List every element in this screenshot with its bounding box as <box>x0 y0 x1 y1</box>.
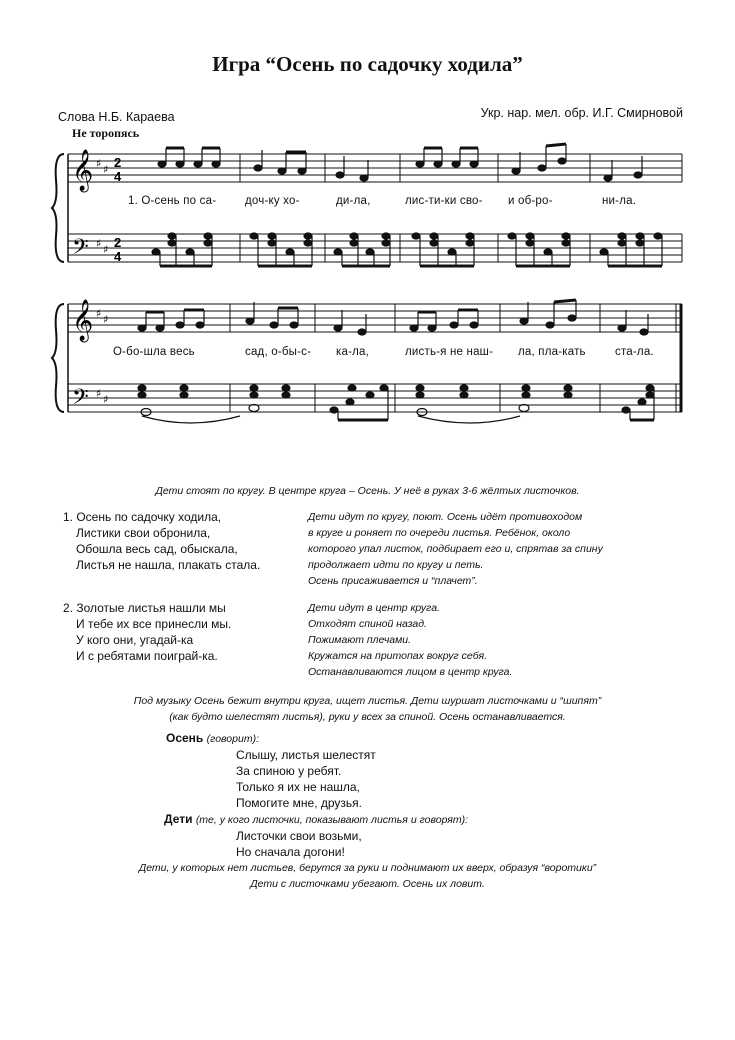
music-credit: Укр. нар. мел. обр. И.Г. Смирновой <box>480 106 683 120</box>
children-line: Листочки свои возьми, <box>236 829 362 843</box>
svg-text:𝄞: 𝄞 <box>72 300 94 341</box>
verse-2 <box>63 600 231 664</box>
score-system-1 <box>50 140 690 280</box>
lyric-2-6: ста-ла. <box>615 346 654 358</box>
lyric-1-4: лис-ти-ки сво- <box>405 195 483 207</box>
verse-2-line: И с ребятами поиграй-ка. <box>76 649 218 663</box>
action-line: Пожимают плечами. <box>308 634 412 646</box>
verse-1-line: Листики свои обронила, <box>76 526 211 540</box>
verse-2-line: 2. Золотые листья нашли мы <box>63 601 226 615</box>
ending-line: Дети, у которых нет листьев, берутся за руки и поднимают их вверх, образуя “воротики” <box>138 862 597 874</box>
children-note: (те, у кого листочки, показывают листья и говорят): <box>195 814 469 826</box>
action-line: Осень присаживается и “плачет”. <box>308 575 478 587</box>
autumn-line: Только я их не нашла, <box>236 780 360 794</box>
lyric-2-4: листь-я не наш- <box>405 346 494 358</box>
lyric-2-3: ка-ла, <box>336 346 370 358</box>
lyric-2-5: ла, пла-кать <box>518 346 586 358</box>
verse-2-actions <box>308 600 512 680</box>
autumn-line: Слышу, листья шелестят <box>236 748 376 762</box>
autumn-lines <box>236 747 376 811</box>
svg-text:♯: ♯ <box>103 163 109 176</box>
score-system-2 <box>50 290 690 430</box>
lyric-2-2: сад, о-бы-с- <box>245 346 312 358</box>
verse-1-line: 1. Осень по садочку ходила, <box>63 510 222 524</box>
verse-1 <box>63 509 260 573</box>
action-line: Кружатся на притопах вокруг себя. <box>308 650 488 662</box>
middle-instruction <box>0 693 735 725</box>
middle-line: Под музыку Осень бежит внутри круга, ищет листья. Дети шуршат листочками и “шипят” <box>133 695 602 707</box>
svg-text:𝄞: 𝄞 <box>72 150 94 191</box>
autumn-speaker <box>166 730 259 747</box>
svg-text:♯: ♯ <box>96 237 102 250</box>
action-line: продолжает идти по кругу и петь. <box>308 559 484 571</box>
action-line: Дети идут по кругу, поют. Осень идёт противоходом <box>308 511 583 523</box>
svg-text:♯: ♯ <box>103 243 109 256</box>
lyric-1-3: ди-ла, <box>336 195 371 207</box>
lyric-2-1: О-бо-шла весь <box>113 346 195 358</box>
action-line: Отходят спиной назад. <box>308 618 427 630</box>
svg-text:♯: ♯ <box>103 393 109 406</box>
svg-text:2: 2 <box>114 235 122 250</box>
action-line: Дети идут в центр круга. <box>308 602 440 614</box>
lyric-1-1: 1. О-сень по са- <box>128 195 217 207</box>
verse-2-line: У кого они, угадай-ка <box>76 633 194 647</box>
children-lines <box>236 828 362 860</box>
autumn-note: (говорит): <box>206 733 259 745</box>
svg-text:𝄢: 𝄢 <box>72 385 89 415</box>
autumn-line: Помогите мне, друзья. <box>236 796 363 810</box>
lyric-1-2: доч-ку хо- <box>245 195 300 207</box>
svg-text:2: 2 <box>114 155 122 170</box>
ending-instruction <box>0 860 735 892</box>
svg-text:4: 4 <box>114 169 122 184</box>
ending-line: Дети с листочками убегают. Осень их ловит. <box>250 878 485 890</box>
svg-text:♯: ♯ <box>96 387 102 400</box>
action-line: которого упал листок, подбирает его и, спрятав за спину <box>308 543 603 555</box>
page-title: Игра “Осень по садочку ходила” <box>212 52 523 76</box>
svg-text:♯: ♯ <box>96 307 102 320</box>
lyric-1-6: ни-ла. <box>602 195 637 207</box>
middle-line: (как будто шелестят листья), руки у всех за спиной. Осень останавливается. <box>169 711 566 723</box>
children-line: Но сначала догони! <box>236 845 345 859</box>
verse-2-line: И тебе их все принесли мы. <box>76 617 232 631</box>
lyric-1-5: и об-ро- <box>508 195 553 207</box>
svg-text:𝄢: 𝄢 <box>72 235 89 265</box>
action-line: Останавливаются лицом в центр круга. <box>308 666 513 678</box>
verse-1-line: Листья не нашла, плакать стала. <box>76 558 261 572</box>
svg-text:4: 4 <box>114 249 122 264</box>
children-name: Дети <box>164 812 193 826</box>
verse-1-actions <box>308 509 603 589</box>
intro-text: Дети стоят по кругу. В центре круга – Осень. У неё в руках 3-6 жёлтых листочков. <box>155 485 580 497</box>
svg-text:♯: ♯ <box>96 157 102 170</box>
words-credit: Слова Н.Б. Караева <box>58 110 175 124</box>
children-speaker <box>164 811 468 828</box>
autumn-line: За спиною у ребят. <box>236 764 342 778</box>
autumn-name: Осень <box>166 731 204 745</box>
tempo-marking: Не торопясь <box>72 126 140 140</box>
action-line: в круге и роняет по очереди листья. Ребёнок, около <box>308 527 571 539</box>
svg-text:♯: ♯ <box>103 313 109 326</box>
verse-1-line: Обошла весь сад, обыскала, <box>76 542 238 556</box>
